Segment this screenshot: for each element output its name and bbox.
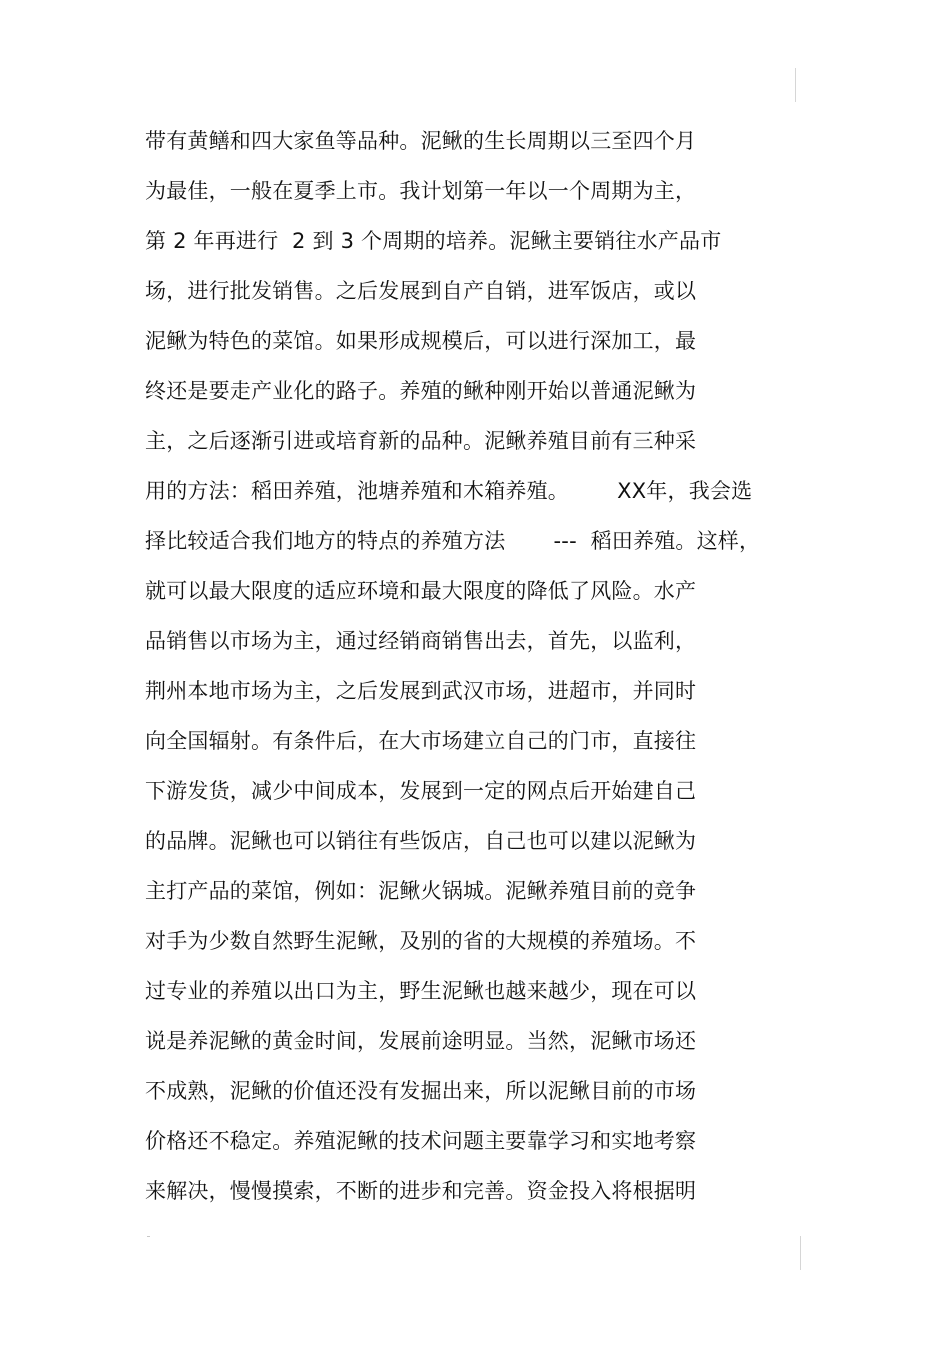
text-line: 说是养泥鳅的黄金时间，发展前途明显。当然，泥鳅市场还 <box>145 1029 697 1053</box>
text-line: 泥鳅为特色的菜馆。如果形成规模后，可以进行深加工，最 <box>145 329 697 353</box>
text-line: 为最佳，一般在夏季上市。我计划第一年以一个周期为主， <box>145 179 697 203</box>
text-line: 荆州本地市场为主，之后发展到武汉市场，进超市，并同时 <box>145 679 697 703</box>
page-edge-mark-dot <box>147 1236 150 1237</box>
page-edge-mark-bottom <box>800 1236 801 1270</box>
text-line: 带有黄鳝和四大家鱼等品种。泥鳅的生长周期以三至四个月 <box>145 129 697 153</box>
text-line: 用的方法：稻田养殖，池塘养殖和木箱养殖。 XX年，我会选 <box>145 479 753 503</box>
text-line: 下游发货，减少中间成本，发展到一定的网点后开始建自己 <box>145 779 697 803</box>
text-line: 不成熟，泥鳅的价值还没有发掘出来，所以泥鳅目前的市场 <box>145 1079 697 1103</box>
text-line: 对手为少数自然野生泥鳅，及别的省的大规模的养殖场。不 <box>145 929 697 953</box>
text-line: 第 2 年再进行 2 到 3 个周期的培养。泥鳅主要销往水产品市 <box>145 229 722 253</box>
text-line: 品销售以市场为主，通过经销商销售出去，首先，以监利， <box>145 629 697 653</box>
text-line: 终还是要走产业化的路子。养殖的鳅种刚开始以普通泥鳅为 <box>145 379 697 403</box>
text-line: 主打产品的菜馆，例如：泥鳅火锅城。泥鳅养殖目前的竞争 <box>145 879 697 903</box>
text-line: 主，之后逐渐引进或培育新的品种。泥鳅养殖目前有三种采 <box>145 429 697 453</box>
text-line: 的品牌。泥鳅也可以销往有些饭店，自己也可以建以泥鳅为 <box>145 829 697 853</box>
text-line: 来解决，慢慢摸索，不断的进步和完善。资金投入将根据明 <box>145 1179 697 1203</box>
text-line: 择比较适合我们地方的特点的养殖方法 --- 稻田养殖。这样， <box>145 529 761 553</box>
page-edge-mark-top <box>795 68 796 102</box>
text-line: 向全国辐射。有条件后，在大市场建立自己的门市，直接往 <box>145 729 697 753</box>
text-line: 价格还不稳定。养殖泥鳅的技术问题主要靠学习和实地考察 <box>145 1129 697 1153</box>
text-line: 就可以最大限度的适应环境和最大限度的降低了风险。水产 <box>145 579 697 603</box>
text-line: 场，进行批发销售。之后发展到自产自销，进军饭店，或以 <box>145 279 697 303</box>
text-line: 过专业的养殖以出口为主，野生泥鳅也越来越少，现在可以 <box>145 979 697 1003</box>
